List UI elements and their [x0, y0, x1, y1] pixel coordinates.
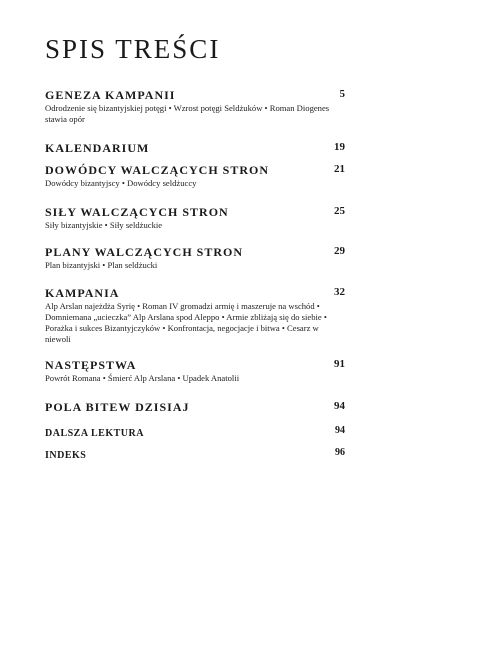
toc-entry[interactable]: [45, 356, 345, 384]
toc-page-number: 19: [334, 141, 345, 153]
toc-entry[interactable]: [45, 423, 345, 439]
toc-entry[interactable]: [45, 284, 345, 345]
toc-subtopics: Dowódcy bizantyjscy • Dowódcy seldżuccy: [45, 178, 197, 188]
toc-heading: GENEZA KAMPANII: [45, 88, 176, 102]
toc-subtopics: Siły bizantyjskie • Siły seldżuckie: [45, 220, 163, 230]
toc-heading: NASTĘPSTWA: [45, 358, 137, 372]
page-title: SPIS TREŚCI: [45, 34, 221, 64]
toc-heading: KALENDARIUM: [45, 141, 150, 155]
toc-heading: PLANY WALCZĄCYCH STRON: [45, 245, 244, 259]
toc-entry[interactable]: [45, 398, 345, 414]
toc-page-number: 25: [334, 205, 345, 217]
toc-entry[interactable]: [45, 86, 345, 125]
toc-heading: DALSZA LEKTURA: [45, 428, 144, 439]
toc-page-number: 32: [334, 286, 345, 298]
toc-page-number: 21: [334, 163, 345, 175]
toc-subtopics: Odrodzenie się bizantyjskiej potęgi • Wzrost potęgi Seldżuków • Roman Diogenes stawia opór: [45, 103, 330, 124]
toc-subtopics: Powrót Romana • Śmierć Alp Arslana • Upadek Anatolii: [45, 373, 240, 383]
toc-page-number: 94: [335, 425, 345, 436]
toc-heading: SIŁY WALCZĄCYCH STRON: [45, 205, 229, 219]
toc-heading: KAMPANIA: [45, 286, 120, 300]
toc-entry[interactable]: [45, 243, 345, 271]
toc-heading: DOWÓDCY WALCZĄCYCH STRON: [45, 163, 270, 177]
toc-entry[interactable]: [45, 203, 345, 231]
toc-page-number: 94: [334, 400, 345, 412]
toc-heading: POLA BITEW DZISIAJ: [45, 400, 190, 414]
toc-entry[interactable]: [45, 445, 345, 461]
toc-page-number: 96: [335, 447, 345, 458]
toc-entry[interactable]: [45, 161, 345, 189]
toc-page-number: 29: [334, 245, 345, 257]
toc-page-number: 91: [334, 358, 345, 370]
toc-subtopics: Alp Arslan najeżdża Syrię • Roman IV gromadzi armię i maszeruje na wschód • Domniemana „ucieczka” Alp Arslana spod Aleppo • Armie zbliżają się do siebie • Porażka i sukces Bizantyjczyków • Konfrontacja, negocjacje i bitwa • Cesarz w niewoli: [45, 301, 327, 344]
toc-heading: INDEKS: [45, 450, 87, 461]
toc-page-number: 5: [339, 88, 345, 100]
toc-subtopics: Plan bizantyjski • Plan seldżucki: [45, 260, 158, 270]
toc-entry[interactable]: [45, 139, 345, 155]
